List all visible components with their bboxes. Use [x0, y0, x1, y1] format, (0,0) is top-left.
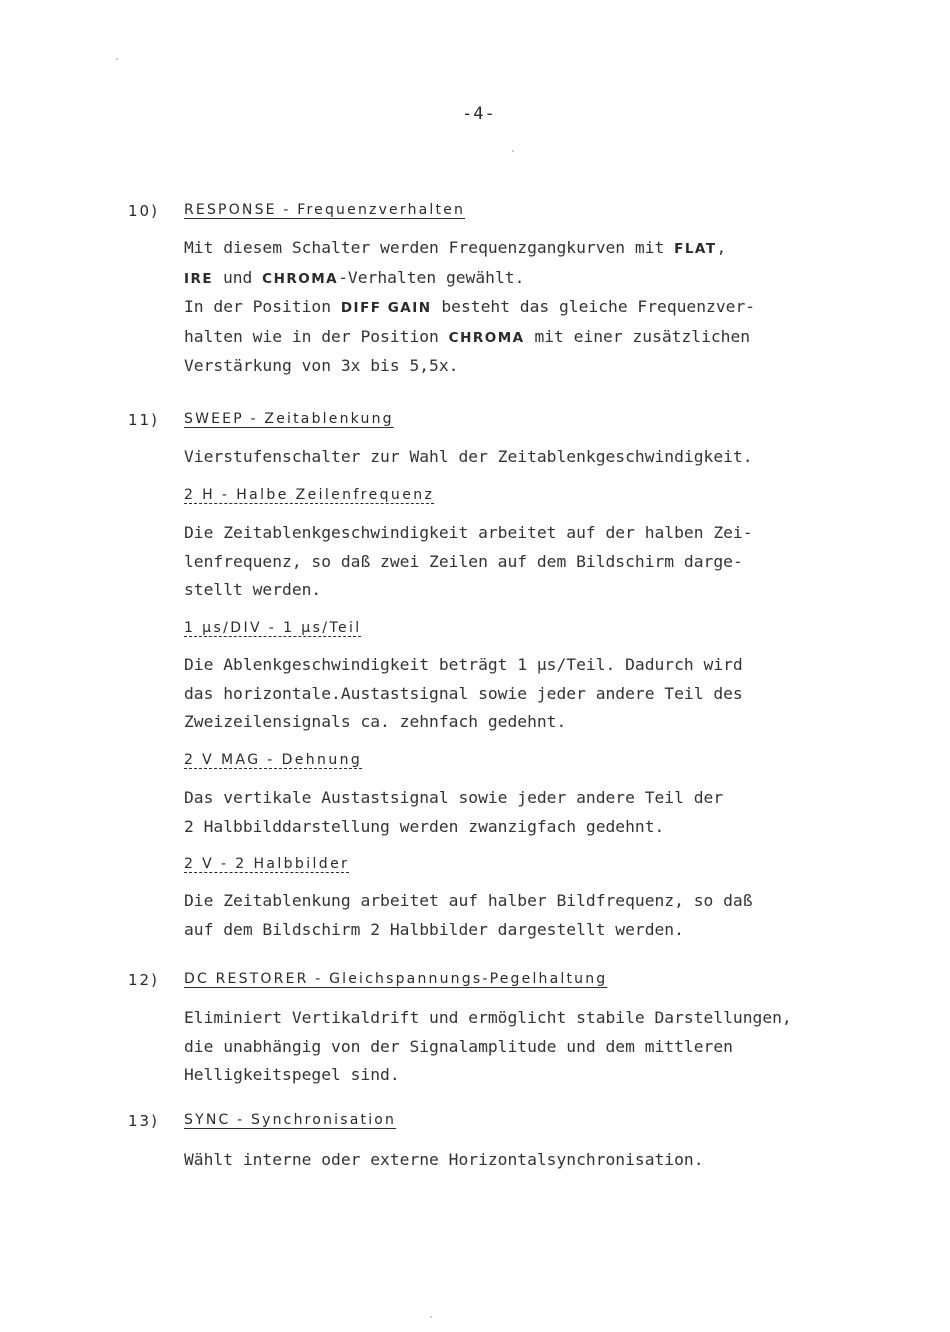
text-line: auf dem Bildschirm 2 Halbbilder dargestellt werden. — [184, 919, 684, 939]
section-number: 10) — [128, 202, 159, 220]
subsection-body — [184, 887, 904, 944]
subsection-body — [184, 784, 904, 841]
subsection-body — [184, 519, 904, 605]
section-body — [184, 1146, 904, 1175]
text-line: halten wie in der Position CHROMA mit einer zusätzlichen — [184, 326, 751, 346]
text-line: IRE und CHROMA-Verhalten gewählt. — [184, 267, 525, 287]
subsection-title: 2 V - 2 Halbbilder — [184, 856, 350, 872]
text-line: Mit diesem Schalter werden Frequenzgangkurven mit FLAT, — [184, 238, 727, 257]
text-line: 2 Halbbilddarstellung werden zwanzigfach gedehnt. — [184, 816, 665, 836]
section-title: SWEEP - Zeitablenkung — [184, 411, 394, 427]
text-line: In der Position DIFF GAIN besteht das gleiche Frequenzver- — [184, 297, 756, 317]
section-body — [184, 443, 904, 472]
section-title: RESPONSE - Frequenzverhalten — [184, 202, 466, 218]
text-line: Helligkeitspegel sind. — [184, 1065, 400, 1085]
control-keyword: DIFF GAIN — [340, 300, 432, 317]
page-number: -4- — [462, 104, 496, 124]
text-line: Vierstufenschalter zur Wahl der Zeitablenkgeschwindigkeit. — [184, 447, 753, 466]
section-title: DC RESTORER - Gleichspannungs-Pegelhaltung — [184, 971, 608, 987]
control-keyword: FLAT — [674, 241, 717, 257]
section-number: 13) — [128, 1112, 159, 1130]
control-keyword: CHROMA — [262, 270, 339, 287]
section-body — [184, 234, 904, 381]
control-keyword: CHROMA — [448, 329, 525, 346]
text-line: das horizontale.Austastsignal sowie jeder andere Teil des — [184, 683, 743, 703]
section-body — [184, 1004, 904, 1090]
section-number: 12) — [128, 971, 159, 989]
text-line: Die Zeitablenkung arbeitet auf halber Bildfrequenz, so daß — [184, 891, 753, 910]
text-line: Wählt interne oder externe Horizontalsynchronisation. — [184, 1150, 704, 1169]
section-number: 11) — [128, 411, 159, 429]
text-line: Eliminiert Vertikaldrift und ermöglicht stabile Darstellungen, — [184, 1008, 792, 1027]
subsection-body — [184, 651, 904, 737]
subsection-title: 1 µs/DIV - 1 µs/Teil — [184, 620, 362, 636]
text-line: stellt werden. — [184, 580, 322, 600]
control-keyword: IRE — [184, 270, 214, 287]
text-line: die unabhängig von der Signalamplitude und dem mittleren — [184, 1036, 733, 1056]
section-title: SYNC - Synchronisation — [184, 1112, 397, 1128]
scan-speck — [512, 150, 514, 152]
text-line: Das vertikale Austastsignal sowie jeder andere Teil der — [184, 788, 724, 807]
text-line: lenfrequenz, so daß zwei Zeilen auf dem Bildschirm darge- — [184, 551, 743, 571]
text-line: Zweizeilensignals ca. zehnfach gedehnt. — [184, 712, 567, 732]
scan-speck — [116, 58, 118, 60]
scan-speck — [430, 1316, 432, 1318]
text-line: Die Ablenkgeschwindigkeit beträgt 1 µs/Teil. Dadurch wird — [184, 655, 743, 674]
text-line: Die Zeitablenkgeschwindigkeit arbeitet auf der halben Zei- — [184, 523, 753, 542]
text-line: Verstärkung von 3x bis 5,5x. — [184, 356, 459, 376]
subsection-title: 2 H - Halbe Zeilenfrequenz — [184, 487, 435, 503]
subsection-title: 2 V MAG - Dehnung — [184, 752, 363, 768]
